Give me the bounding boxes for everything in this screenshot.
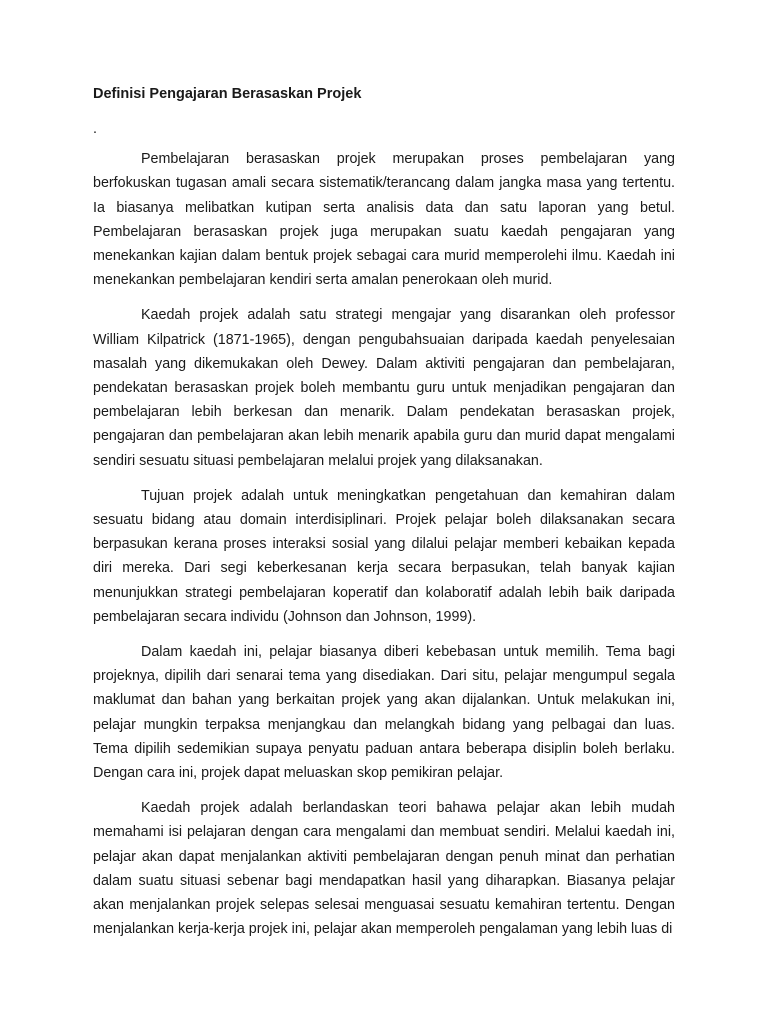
paragraph-1: Pembelajaran berasaskan projek merupakan proses pembelajaran yang berfokuskan tugasan amali secara sistematik/terancang dalam jangka masa yang tertentu. Ia biasanya melibatkan kutipan serta analisis data dan satu laporan yang betul. Pembelajaran berasaskan projek juga merupakan suatu kaedah pengajaran yang menekankan kajian dalam bentuk projek sebagai cara murid memperolehi ilmu. Kaedah ini menekankan pembelajaran kendiri serta amalan penerokaan oleh murid. [93, 151, 675, 289]
document-page [93, 82, 675, 953]
paragraph-4: Dalam kaedah ini, pelajar biasanya diberi kebebasan untuk memilih. Tema bagi projeknya, dipilih dari senarai tema yang disediakan. Dari situ, pelajar mengumpul segala maklumat dan bahan yang berkaitan projek yang akan dijalankan. Untuk melakukan ini, pelajar mungkin terpaksa menjangkau dan melangkah bidang yang pelbagai dan luas. Tema dipilih sedemikian supaya penyatu paduan antara beberapa disiplin boleh berlaku. Dengan cara ini, projek dapat meluaskan skop pemikiran pelajar. [93, 644, 675, 782]
document-title: Definisi Pengajaran Berasaskan Projek [93, 86, 362, 102]
paragraph-2: Kaedah projek adalah satu strategi mengajar yang disarankan oleh professor William Kilpatrick (1871-1965), dengan pengubahsuaian daripada kaedah penyelesaian masalah yang dikemukakan oleh Dewey. Dalam aktiviti pengajaran dan pembelajaran, pendekatan berasaskan projek boleh membantu guru untuk menjadikan pengajaran dan pembelajaran lebih berkesan dan menarik. Dalam pendekatan berasaskan projek, pengajaran dan pembelajaran akan lebih menarik apabila guru dan murid dapat mengalami sendiri sesuatu situasi pembelajaran melalui projek yang dilaksanakan. [93, 307, 675, 469]
paragraph-5: Kaedah projek adalah berlandaskan teori bahawa pelajar akan lebih mudah memahami isi pelajaran dengan cara mengalami dan membuat sendiri. Melalui kaedah ini, pelajar akan dapat menjalankan aktiviti pembelajaran dengan penuh minat dan perhatian dalam suatu situasi sebenar bagi mendapatkan hasil yang diharapkan. Biasanya pelajar akan menjalankan projek selepas selesai menguasai sesuatu kemahiran tertentu. Dengan menjalankan kerja-kerja projek ini, pelajar akan memperoleh pengalaman yang lebih luas di [93, 800, 675, 938]
separator-dot: . [93, 121, 97, 138]
paragraph-3: Tujuan projek adalah untuk meningkatkan pengetahuan dan kemahiran dalam sesuatu bidang atau domain interdisiplinari. Projek pelajar boleh dilaksanakan secara berpasukan kerana proses interaksi sosial yang dilalui pelajar memberi kebaikan kepada diri mereka. Dari segi keberkesanan kerja secara berpasukan, telah banyak kajian menunjukkan strategi pembelajaran koperatif dan kolaboratif adalah lebih baik daripada pembelajaran secara individu (Johnson dan Johnson, 1999). [93, 487, 675, 625]
